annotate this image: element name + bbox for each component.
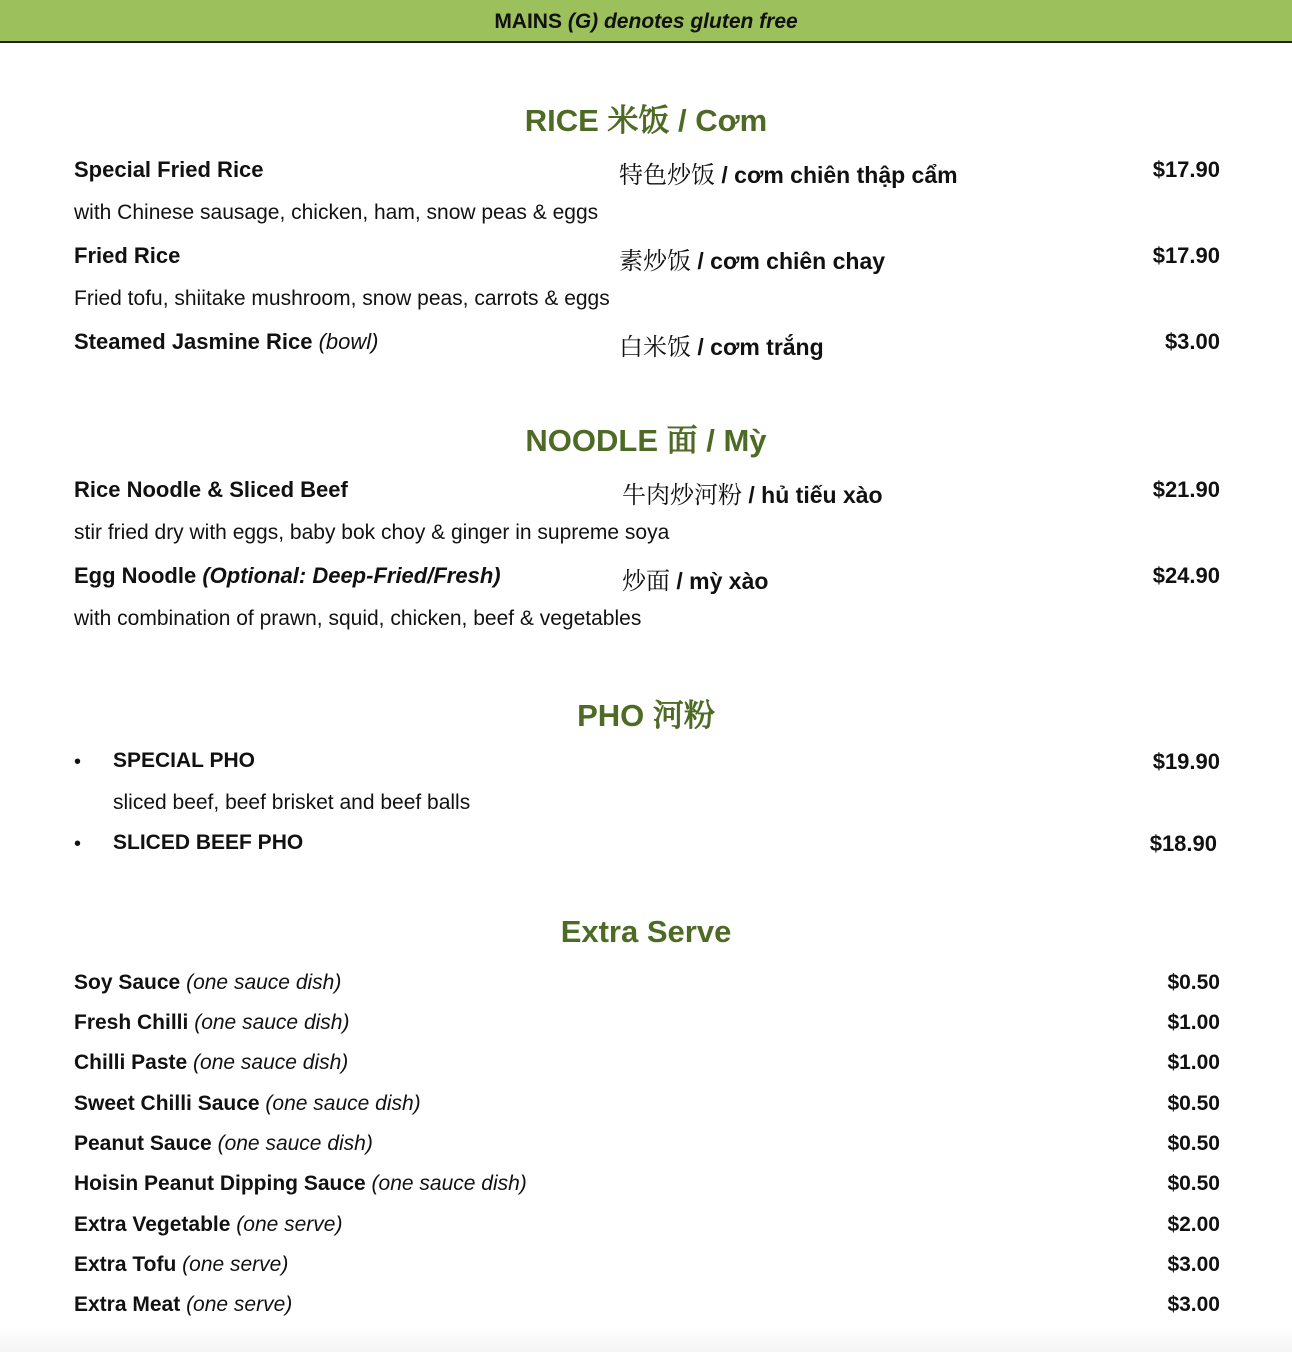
item-name bbox=[74, 1092, 421, 1116]
item-name bbox=[74, 1132, 373, 1156]
menu-item-egg-noodle bbox=[74, 563, 1220, 593]
item-native-name bbox=[622, 475, 883, 510]
bullet-icon: • bbox=[74, 751, 82, 773]
item-name-text: Steamed Jasmine Rice bbox=[74, 329, 313, 354]
extra-item bbox=[74, 1172, 1220, 1202]
item-name-text: Extra Tofu bbox=[74, 1253, 177, 1276]
item-name-text: Chilli Paste bbox=[74, 1051, 188, 1074]
item-name bbox=[74, 1011, 349, 1035]
item-chinese-name: 素炒饭 bbox=[619, 247, 691, 275]
item-name bbox=[74, 971, 341, 995]
item-name-text: Peanut Sauce bbox=[74, 1132, 212, 1155]
item-price: $1.00 bbox=[1167, 1011, 1220, 1034]
item-name: SLICED BEEF PHO bbox=[113, 831, 304, 854]
banner-gluten-note: (G) denotes gluten free bbox=[567, 10, 798, 33]
item-note: (one sauce dish) bbox=[193, 1051, 349, 1074]
menu-item-special-fried-rice bbox=[74, 157, 1220, 187]
item-price: $0.50 bbox=[1167, 1172, 1220, 1195]
item-name-text: Extra Vegetable bbox=[74, 1213, 231, 1236]
extra-item bbox=[74, 1293, 1220, 1323]
item-name bbox=[74, 1172, 527, 1196]
item-price: $3.00 bbox=[1167, 1293, 1220, 1316]
item-price: $17.90 bbox=[1152, 157, 1220, 182]
item-description: Fried tofu, shiitake mushroom, snow peas, carrots & eggs bbox=[74, 287, 610, 310]
item-name-text: Fresh Chilli bbox=[74, 1011, 189, 1034]
item-vietnamese-name: / cơm chiên thập cẩm bbox=[715, 162, 958, 188]
bullet-icon: • bbox=[74, 833, 82, 855]
extra-serve-heading: Extra Serve bbox=[560, 914, 732, 949]
banner-title: MAINS bbox=[494, 10, 562, 33]
item-note: (one serve) bbox=[182, 1253, 289, 1276]
item-price: $21.90 bbox=[1152, 477, 1220, 502]
extra-item bbox=[74, 1011, 1220, 1041]
item-price: $0.50 bbox=[1167, 1092, 1220, 1115]
extra-item bbox=[74, 1213, 1220, 1243]
item-chinese-name: 特色炒饭 bbox=[619, 161, 715, 189]
item-description: stir fried dry with eggs, baby bok choy & ginger in supreme soya bbox=[74, 521, 670, 544]
item-price: $17.90 bbox=[1152, 243, 1220, 268]
extra-item bbox=[74, 1051, 1220, 1081]
item-name: SPECIAL PHO bbox=[113, 749, 255, 772]
item-vietnamese-name: / cơm chiên chay bbox=[691, 248, 886, 274]
extra-item bbox=[74, 1253, 1220, 1283]
item-native-name bbox=[622, 561, 768, 596]
menu-item-steamed-jasmine-rice bbox=[74, 329, 1220, 359]
item-price: $1.00 bbox=[1167, 1051, 1220, 1074]
item-price: $18.90 bbox=[1149, 831, 1217, 856]
item-chinese-name: 炒面 bbox=[622, 567, 670, 595]
item-price: $2.00 bbox=[1167, 1213, 1220, 1236]
extra-item bbox=[74, 971, 1220, 1001]
menu-item-sliced-beef-pho bbox=[74, 831, 1220, 861]
item-vietnamese-name: / hủ tiếu xào bbox=[742, 482, 883, 508]
menu-item-fried-rice bbox=[74, 243, 1220, 273]
item-native-name bbox=[619, 327, 824, 362]
item-name: Fried Rice bbox=[74, 243, 181, 268]
rice-heading: RICE 米饭 / Cơm bbox=[524, 103, 768, 138]
item-name-text: Sweet Chilli Sauce bbox=[74, 1092, 260, 1115]
item-name: Rice Noodle & Sliced Beef bbox=[74, 477, 348, 502]
item-name: Special Fried Rice bbox=[74, 157, 264, 182]
item-chinese-name: 牛肉炒河粉 bbox=[622, 481, 742, 509]
item-price: $0.50 bbox=[1167, 1132, 1220, 1155]
item-vietnamese-name: / cơm trắng bbox=[691, 334, 824, 360]
item-name-text: Egg Noodle bbox=[74, 563, 197, 588]
item-vietnamese-name: / mỳ xào bbox=[670, 568, 769, 594]
mains-banner bbox=[0, 0, 1292, 43]
noodle-heading: NOODLE 面 / Mỳ bbox=[525, 423, 767, 458]
item-name bbox=[74, 1253, 288, 1277]
item-note: (one sauce dish) bbox=[194, 1011, 350, 1034]
item-note: (one sauce dish) bbox=[217, 1132, 373, 1155]
item-name-text: Soy Sauce bbox=[74, 971, 181, 994]
item-price: $0.50 bbox=[1167, 971, 1220, 994]
item-description: with Chinese sausage, chicken, ham, snow peas & eggs bbox=[74, 201, 599, 224]
item-note: (one serve) bbox=[236, 1213, 343, 1236]
item-note: (one serve) bbox=[186, 1293, 293, 1316]
item-note: (one sauce dish) bbox=[265, 1092, 421, 1115]
item-note: (one sauce dish) bbox=[371, 1172, 527, 1195]
item-description: with combination of prawn, squid, chicken, beef & vegetables bbox=[74, 607, 642, 630]
item-name bbox=[74, 1293, 292, 1317]
item-description: sliced beef, beef brisket and beef balls bbox=[113, 791, 471, 814]
item-note: (one sauce dish) bbox=[186, 971, 342, 994]
menu-item-rice-noodle-sliced-beef bbox=[74, 477, 1220, 507]
item-name bbox=[74, 563, 501, 589]
page-bottom-edge bbox=[0, 1328, 1292, 1352]
item-native-name bbox=[619, 155, 958, 190]
extra-item bbox=[74, 1092, 1220, 1122]
menu-item-special-pho bbox=[74, 749, 1220, 779]
item-name-text: Hoisin Peanut Dipping Sauce bbox=[74, 1172, 366, 1195]
item-chinese-name: 白米饭 bbox=[619, 333, 691, 361]
item-price: $3.00 bbox=[1164, 329, 1220, 354]
item-name-text: Extra Meat bbox=[74, 1293, 181, 1316]
item-price: $19.90 bbox=[1152, 749, 1220, 774]
item-price: $24.90 bbox=[1152, 563, 1220, 588]
pho-heading: PHO 河粉 bbox=[577, 698, 715, 733]
extra-item bbox=[74, 1132, 1220, 1162]
item-name bbox=[74, 329, 379, 355]
item-note: (Optional: Deep-Fried/Fresh) bbox=[202, 563, 501, 588]
item-price: $3.00 bbox=[1167, 1253, 1220, 1276]
item-native-name bbox=[619, 241, 885, 276]
item-name bbox=[74, 1051, 348, 1075]
item-name bbox=[74, 1213, 342, 1237]
item-note: (bowl) bbox=[318, 329, 379, 354]
